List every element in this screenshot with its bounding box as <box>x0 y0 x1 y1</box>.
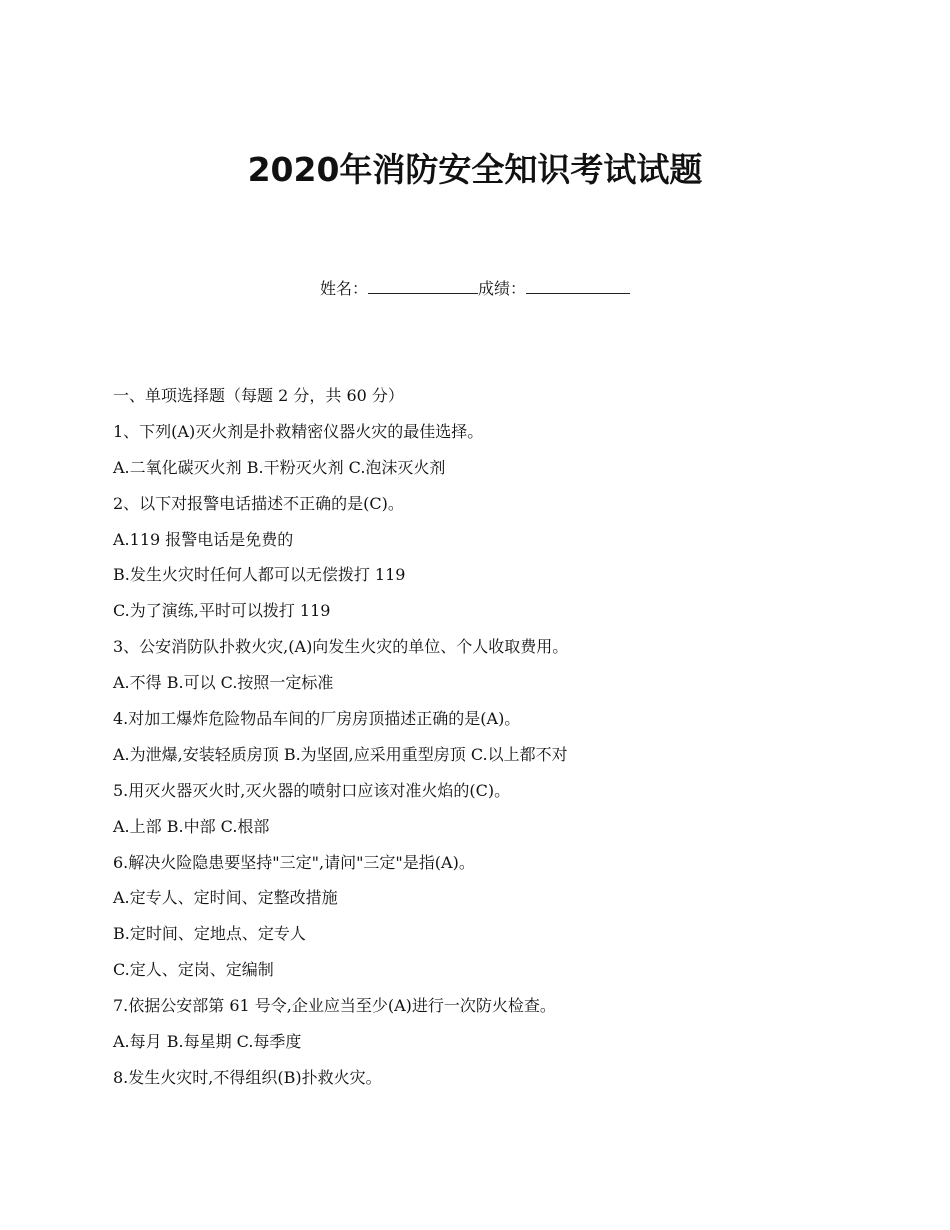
question-3-options: A.不得 B.可以 C.按照一定标准 <box>113 673 334 693</box>
question-5-options: A.上部 B.中部 C.根部 <box>113 816 270 836</box>
section-heading: 一、单项选择题（每题 2 分，共 60 分） <box>113 386 404 405</box>
score-blank <box>526 276 630 294</box>
question-2-option-a: A.119 报警电话是免费的 <box>113 529 294 549</box>
question-7-options: A.每月 B.每星期 C.每季度 <box>113 1032 302 1052</box>
question-3: 3、公安消防队扑救火灾,(A)向发生火灾的单位、个人收取费用。 <box>113 637 569 657</box>
question-2-option-c: C.为了演练,平时可以拨打 119 <box>113 601 331 621</box>
question-6-option-b: B.定时间、定地点、定专人 <box>113 924 306 944</box>
name-label: 姓名： <box>319 279 368 298</box>
question-4: 4.对加工爆炸危险物品车间的厂房房顶描述正确的是(A)。 <box>113 709 521 729</box>
question-1: 1、下列(A)灭火剂是扑救精密仪器火灾的最佳选择。 <box>113 421 484 441</box>
question-list <box>113 382 853 1100</box>
name-score-line <box>0 276 950 301</box>
page-title: 2020年消防安全知识考试试题 <box>247 150 703 189</box>
question-6-option-c: C.定人、定岗、定编制 <box>113 960 274 980</box>
name-blank <box>368 276 478 294</box>
question-4-options: A.为泄爆,安装轻质房顶 B.为坚固,应采用重型房顶 C.以上都不对 <box>113 744 568 764</box>
question-1-options: A.二氧化碳灭火剂 B.干粉灭火剂 C.泡沫灭火剂 <box>113 457 446 477</box>
question-8: 8.发生火灾时,不得组织(B)扑救火灾。 <box>113 1067 382 1087</box>
question-2-option-b: B.发生火灾时任何人都可以无偿拨打 119 <box>113 565 406 585</box>
question-2: 2、以下对报警电话描述不正确的是(C)。 <box>113 493 404 513</box>
question-7: 7.依据公安部第 61 号令,企业应当至少(A)进行一次防火检查。 <box>113 996 556 1016</box>
question-5: 5.用灭火器灭火时,灭火器的喷射口应该对准火焰的(C)。 <box>113 780 511 800</box>
question-6-option-a: A.定专人、定时间、定整改措施 <box>113 888 338 908</box>
score-label: 成绩： <box>478 279 527 298</box>
question-6: 6.解决火险隐患要坚持"三定",请问"三定"是指(A)。 <box>113 852 475 872</box>
